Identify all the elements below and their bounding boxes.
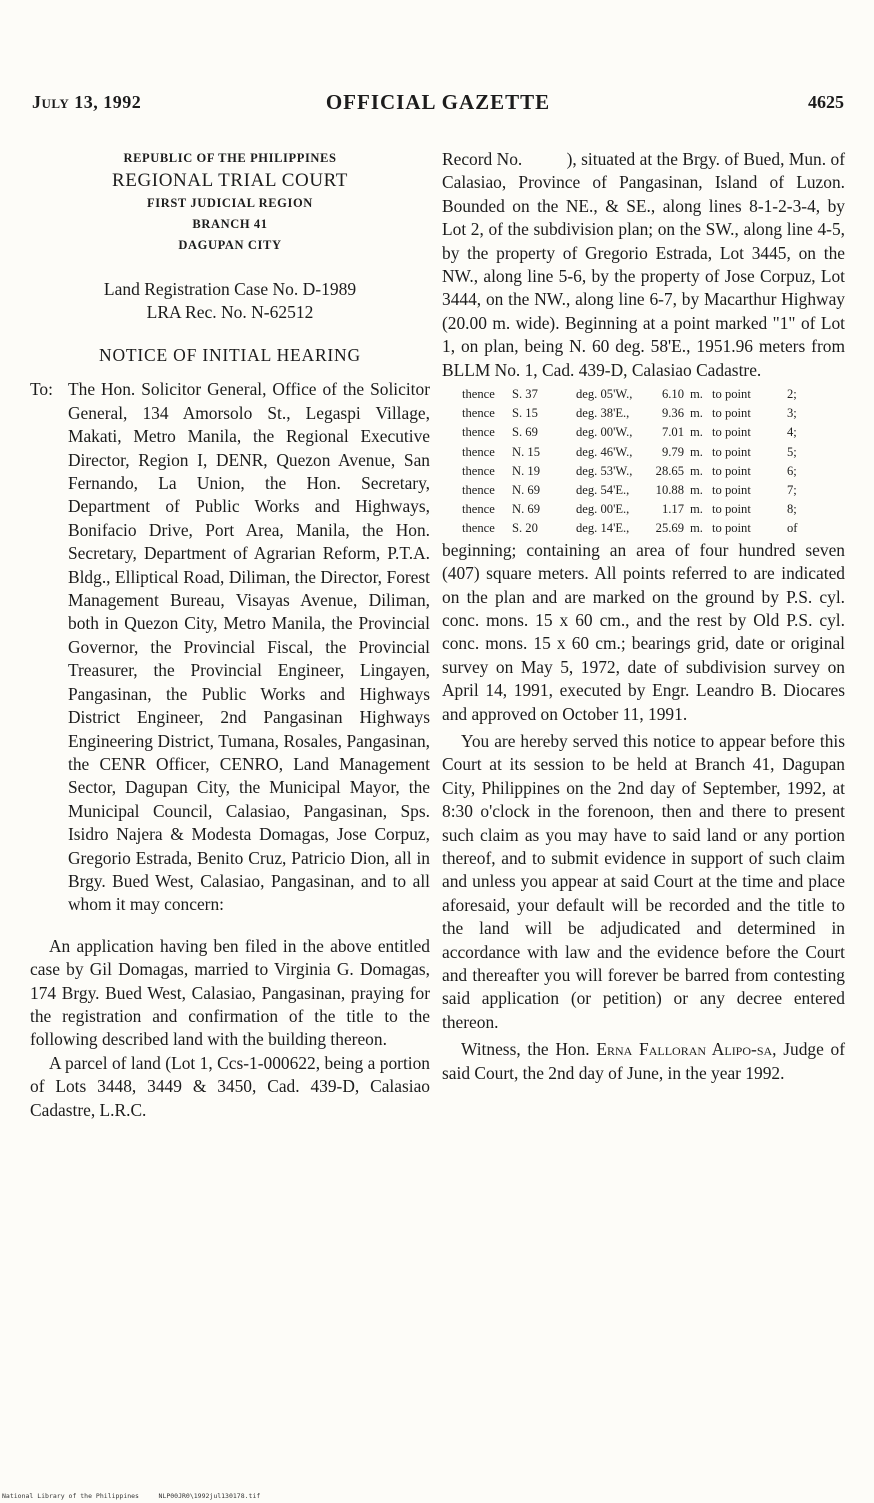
bearings-table	[462, 385, 845, 539]
bearing-dir: S. 69	[512, 425, 538, 440]
lra-number: LRA Rec. No. N-62512	[146, 302, 314, 322]
page-number: 4625	[808, 92, 844, 112]
bearing-deg: deg. 53'W.,	[576, 463, 633, 478]
bearing-to: to point	[712, 502, 751, 517]
left-column	[30, 148, 430, 1122]
bearing-row	[462, 462, 845, 481]
bearing-dir: N. 15	[512, 444, 540, 459]
bearing-row	[462, 519, 845, 538]
judicial-region: FIRST JUDICIAL REGION	[147, 196, 313, 210]
bearing-deg: deg. 00'E.,	[576, 502, 630, 517]
bearing-row	[462, 423, 845, 442]
right-column	[442, 148, 850, 1085]
scan-footer: National Library of the Philippines NLP00JR0\1992jul130178.tif	[2, 1492, 261, 1500]
branch-line: BRANCH 41	[192, 217, 268, 231]
bearing-word: thence	[462, 483, 495, 498]
bearing-to: to point	[712, 387, 751, 402]
application-paragraph: An application having ben filed in the above entitled case by Gil Domagas, married to Virginia G. Domagas, 174 Brgy. Bued West, Calasiao, Pangasinan, praying for the registration and confirmation of the title to the following described land with the building thereon.	[30, 935, 430, 1050]
bearing-word: thence	[462, 387, 495, 402]
bearing-word: thence	[462, 425, 495, 440]
bearing-unit: m.	[690, 463, 703, 478]
bearing-row	[462, 481, 845, 500]
bearing-row	[462, 404, 845, 423]
witness-suffix: , Judge of said Court, the 2nd day of June, in the year 1992.	[442, 1039, 846, 1083]
bearing-row	[462, 500, 845, 519]
bearing-dist: 25.69	[655, 521, 684, 536]
judge-name: Erna Falloran Alipo-sa	[596, 1039, 773, 1060]
bearing-word: thence	[462, 463, 495, 478]
addressees	[30, 378, 430, 916]
bearing-unit: m.	[690, 502, 703, 517]
bearing-point: 2;	[787, 387, 797, 402]
bearing-deg: deg. 54'E.,	[576, 483, 630, 498]
bearing-to: to point	[712, 444, 751, 459]
bearing-to: to point	[712, 521, 751, 536]
parcel-paragraph-start: A parcel of land (Lot 1, Ccs-1-000622, being a portion of Lots 3448, 3449 & 3450, Cad. 439-D, Calasiao Cadastre, L.R.C.	[30, 1052, 430, 1120]
bearing-to: to point	[712, 425, 751, 440]
bearing-dist: 7.01	[661, 425, 684, 440]
bearing-dist: 9.36	[661, 406, 684, 421]
bearing-row	[462, 443, 845, 462]
witness-prefix: Witness, the Hon.	[461, 1039, 597, 1060]
bearing-unit: m.	[690, 406, 703, 421]
bearing-deg: deg. 38'E.,	[576, 406, 630, 421]
bearing-point: 6;	[787, 463, 797, 478]
bearing-unit: m.	[690, 387, 703, 402]
notice-title: NOTICE OF INITIAL HEARING	[99, 345, 361, 365]
bearing-to: to point	[712, 483, 751, 498]
bearing-point: 5;	[787, 444, 797, 459]
bearing-point: 8;	[787, 502, 797, 517]
case-number: Land Registration Case No. D-1989	[103, 279, 357, 299]
bearing-point: 7;	[787, 483, 797, 498]
bearing-deg: deg. 14'E.,	[576, 521, 630, 536]
bearing-dir: N. 19	[512, 463, 540, 478]
bearing-point: of	[787, 521, 798, 536]
bearing-unit: m.	[690, 425, 703, 440]
served-paragraph: You are hereby served this notice to appear before this Court at its session to be held at Branch 41, Dagupan City, Philippines on the 2nd day of September, 1992, at 8:30 o'clock in the forenoon, then and there to present such claim as you may have to said land or any portion thereof, and to submit evidence in support of such claim and unless you appear at said Court at the time and place aforesaid, your default will be recorded and the title to the land will be adjudicated and determined in accordance with law and the evidence before the Court and thereafter you will forever be barred from contesting said application (or petition) or any decree entered thereon.	[442, 730, 845, 1032]
bearing-dist: 28.65	[655, 463, 684, 478]
bearing-word: thence	[462, 444, 495, 459]
bearing-dir: S. 20	[512, 521, 538, 536]
bearing-word: thence	[462, 521, 495, 536]
bearing-to: to point	[712, 463, 751, 478]
city-line: DAGUPAN CITY	[178, 238, 282, 252]
bearing-dist: 1.17	[661, 502, 684, 517]
bearing-point: 4;	[787, 425, 797, 440]
bearing-unit: m.	[690, 483, 703, 498]
bearing-deg: deg. 46'W.,	[576, 444, 633, 459]
bearing-word: thence	[462, 406, 495, 421]
containing-paragraph: beginning; containing an area of four hundred seven (407) square meters. All points referred to are indicated on the plan and are marked on the ground by P.S. cyl. conc. mons. 15 x 60 cm., and the rest by Old P.S. cyl. conc. mons. 15 x 60 cm.; bearings grid, date or original survey on May 5, 1972, date of subdivision survey on April 14, 1991, executed by Engr. Leandro B. Diocares and approved on October 11, 1991.	[442, 539, 845, 724]
bearing-word: thence	[462, 502, 495, 517]
bearing-dist: 9.79	[661, 444, 684, 459]
issue-date: July 13, 1992	[32, 92, 142, 112]
bearing-deg: deg. 05'W.,	[576, 387, 633, 402]
addressee-list: The Hon. Solicitor General, Office of the Solicitor General, 134 Amorsolo St., Legaspi Village, Makati, Metro Manila, the Regional Executive Director, Region I, DENR, Quezon Avenue, San Fernando, La Union, the Hon. Secretary, Department of Public Works and Highways, Bonifacio Drive, Port Area, Manila, the Hon. Secretary, Department of Agrarian Reform, P.T.A. Bldg., Elliptical Road, Diliman, the Director, Forest Management Bureau, Visayas Avenue, Diliman, both in Quezon City, Metro Manila, the Provincial Governor, the Provincial Fiscal, the Provincial Treasurer, the Provincial Engineer, Lingayen, Pangasinan, the Public Works and Highways District Engineer, 2nd Pangasinan Highways Engineering District, Tumana, Rosales, Pangasinan, the CENR Officer, CENRO, Land Management Sector, Dagupan City, the Municipal Mayor, the Municipal Council, Calasiao, Pangasinan, Sps. Isidro Najera & Modesta Domagas, Jose Corpuz, Gregorio Estrada, Benito Cruz, Patricio Dion, all in Brgy. Bued West, Calasiao, Pangasinan, and to all whom it may concern:	[68, 379, 430, 915]
bearing-point: 3;	[787, 406, 797, 421]
page-header	[32, 92, 844, 122]
bearing-deg: deg. 00'W.,	[576, 425, 633, 440]
to-label: To:	[30, 379, 53, 400]
bearing-dist: 6.10	[661, 387, 684, 402]
publication-title: OFFICIAL GAZETTE	[325, 90, 551, 114]
court-name: REGIONAL TRIAL COURT	[111, 170, 349, 191]
republic-line: REPUBLIC OF THE PHILIPPINES	[123, 151, 337, 165]
bearing-dir: S. 15	[512, 406, 538, 421]
bearing-dist: 10.88	[655, 483, 684, 498]
bearing-dir: N. 69	[512, 483, 540, 498]
bearing-to: to point	[712, 406, 751, 421]
bearing-unit: m.	[690, 521, 703, 536]
bearing-dir: S. 37	[512, 387, 538, 402]
bearing-unit: m.	[690, 444, 703, 459]
bearing-row	[462, 385, 845, 404]
witness-paragraph	[442, 1038, 845, 1085]
bearing-dir: N. 69	[512, 502, 540, 517]
parcel-paragraph-cont: Record No. ), situated at the Brgy. of Bued, Mun. of Calasiao, Province of Pangasinan, Island of Luzon. Bounded on the NE., & SE., along lines 8-1-2-3-4, by Lot 2, of the subdivision plan; on the SW., along line 4-5, by the property of Gregorio Estrada, Lot 3445, on the NW., along line 5-6, by the property of Jose Corpuz, Lot 3444, on the NW., along line 6-7, by Macarthur Highway (20.00 m. wide). Beginning at a point marked "1" of Lot 1, on plan, being N. 60 deg. 58'E., 1951.96 meters from BLLM No. 1, Cad. 439-D, Calasiao Cadastre.	[442, 149, 850, 380]
